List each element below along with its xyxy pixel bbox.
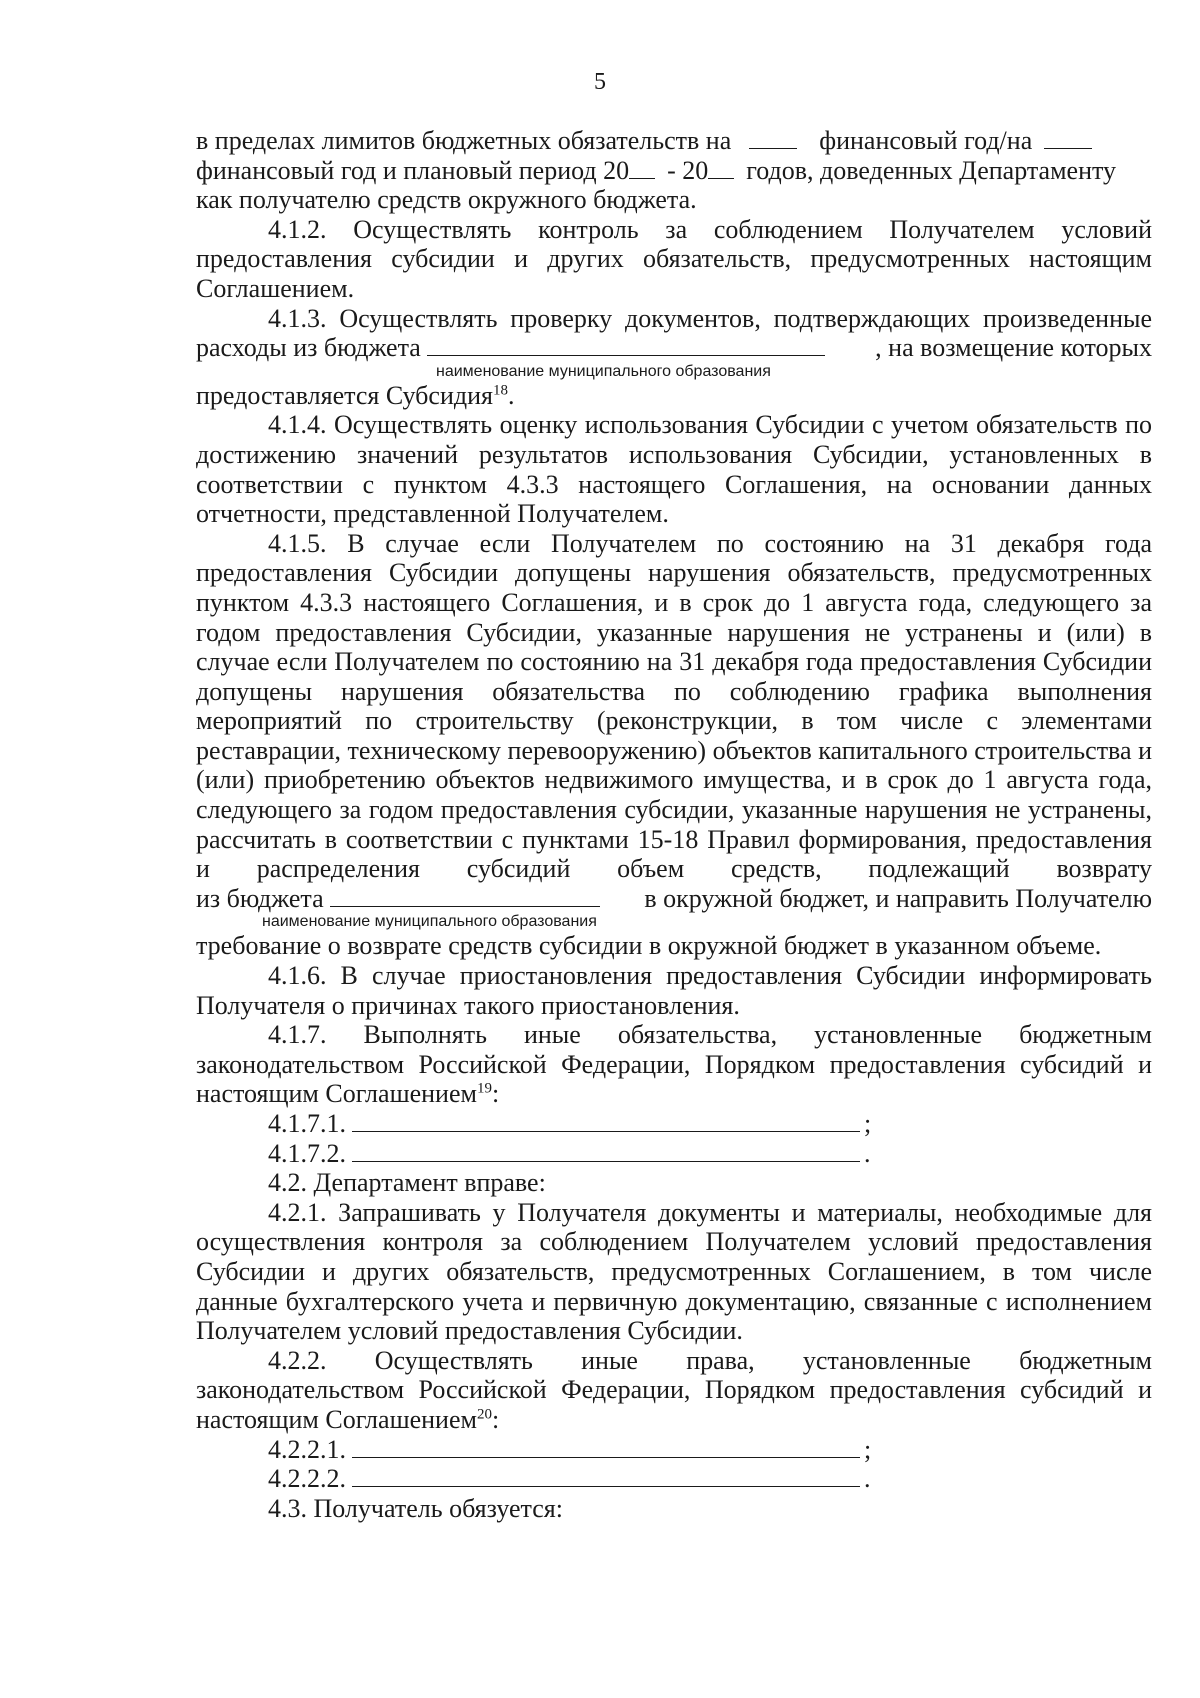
blank-item-4-2-2-1: [352, 1437, 860, 1458]
blank-year-3: [629, 158, 655, 179]
paragraph-budget-limits: [196, 126, 1152, 215]
text-block: 4.2.2. Осуществлять иные права, установленные бюджетным законодательством Российской Федерации, Порядком предоставления субсидий и настоящим Соглашением$^{20}$:: [196, 1345, 1152, 1434]
paragraph-4-1-4: 4.1.4. Осуществлять оценку использования Субсидии с учетом обязательств по достижению значений результатов использования Субсидии, установленных в соответствии с пунктом 4.3.3 настоящего Соглашения, на основании данных отчетности, представленной Получателем.: [196, 410, 1152, 529]
footnote-ref: 18: [492, 382, 508, 399]
item-label: 4.2.2.2.: [268, 1464, 346, 1494]
blank-year-2: [1044, 128, 1092, 149]
text-segment: , на возмещение которых: [875, 333, 1152, 363]
text-segment: годов, доведенных Департаменту: [746, 155, 1117, 185]
blank-municipality-2: [330, 886, 600, 907]
footnote-ref: 20: [476, 1406, 492, 1423]
paragraph-4-2: 4.2. Департамент вправе:: [268, 1168, 546, 1198]
document-body: [196, 126, 1152, 1523]
paragraph-4-1-2: 4.1.2. Осуществлять контроль за соблюдением Получателем условий предоставления субсидии и других обязательств, предусмотренных настоящим Соглашением.: [196, 214, 1152, 303]
blank-item-4-2-2-2: [352, 1466, 860, 1487]
item-end: .: [864, 1138, 871, 1168]
paragraph-4-1-7: [196, 1020, 1152, 1168]
item-label: 4.2.2.1.: [268, 1434, 346, 1464]
text-block: 4.1.5. В случае если Получателем по состоянию на 31 декабря года предоставления Субсидии допущены нарушения обязательств, предусмотренных пунктом 4.3.3 настоящего Соглашения, и в срок до 1 августа года, следующего за годом предоставления Субсидии, указанные нарушения не устранены и (или) в случае если Получателем по состоянию на 31 декабря года предоставления Субсидии допущены нарушения обязательства по соблюдению графика выполнения мероприятий по строительству (реконструкции, в том числе с элементами реставрации, техническому перевооружению) объектов капитального строительства и (или) приобретению объектов недвижимого имущества, и в срок до 1 августа года, следующего за годом предоставления субсидии, указанные нарушения не устранены, рассчитать в соответствии с пунктами 15-18 Правил формирования, предоставления и распределения субсидий объем средств, подлежащий возврату: [196, 528, 1152, 884]
footnote-ref: 19: [476, 1080, 492, 1097]
item-end: ;: [864, 1434, 872, 1464]
blank-year-1: [749, 128, 797, 149]
item-label: 4.1.7.1.: [268, 1109, 346, 1138]
paragraph-4-3: 4.3. Получатель обязуется:: [268, 1493, 563, 1523]
page-number: 5: [594, 69, 606, 95]
text-segment: финансовый год/на: [819, 126, 1033, 155]
blank-item-4-1-7-1: [352, 1111, 860, 1132]
blank-year-4: [708, 158, 734, 179]
text-line: 4.1.3. Осуществлять проверку документов, подтверждающих произведенные: [268, 303, 1152, 333]
text-segment: из бюджета: [196, 883, 324, 913]
text-segment: финансовый год и плановый период 20: [196, 155, 630, 185]
text-line: требование о возврате средств субсидии в окружной бюджет в указанном объеме.: [196, 931, 1102, 961]
paragraph-4-1-6: 4.1.6. В случае приостановления предоставления Субсидии информировать Получателя о причинах такого приостановления.: [196, 961, 1152, 1020]
text-line: предоставляется Субсидия$^{18}$.: [196, 380, 515, 410]
item-end: ;: [864, 1109, 872, 1138]
caption-municipality-2: наименование муниципального образования: [262, 913, 597, 931]
text-line: как получателю средств окружного бюджета.: [196, 185, 697, 215]
text-block: 4.1.7. Выполнять иные обязательства, установленные бюджетным законодательством Российской Федерации, Порядком предоставления субсидий и настоящим Соглашением$^{19}$:: [196, 1020, 1152, 1109]
text-segment: в пределах лимитов бюджетных обязательств на: [196, 126, 732, 155]
blank-municipality: [427, 335, 825, 356]
caption-municipality: наименование муниципального образования: [436, 362, 771, 380]
paragraph-4-1-3: [196, 304, 1152, 411]
text-segment: расходы из бюджета: [196, 333, 421, 363]
text-segment: в окружной бюджет, и направить Получателю: [644, 883, 1152, 913]
item-end: .: [864, 1464, 871, 1494]
paragraph-4-1-5: [196, 529, 1152, 961]
paragraph-4-2-1: 4.2.1. Запрашивать у Получателя документы и материалы, необходимые для осуществления контроля за соблюдением Получателем условий предоставления Субсидии и других обязательств, предусмотренных Соглашением, в том числе данные бухгалтерского учета и первичную документацию, связанные с исполнением Получателем условий предоставления Субсидии.: [196, 1197, 1152, 1346]
paragraph-4-2-2: [196, 1346, 1152, 1494]
blank-item-4-1-7-2: [352, 1141, 860, 1162]
text-segment: - 20: [667, 155, 709, 185]
item-label: 4.1.7.2.: [268, 1138, 346, 1168]
